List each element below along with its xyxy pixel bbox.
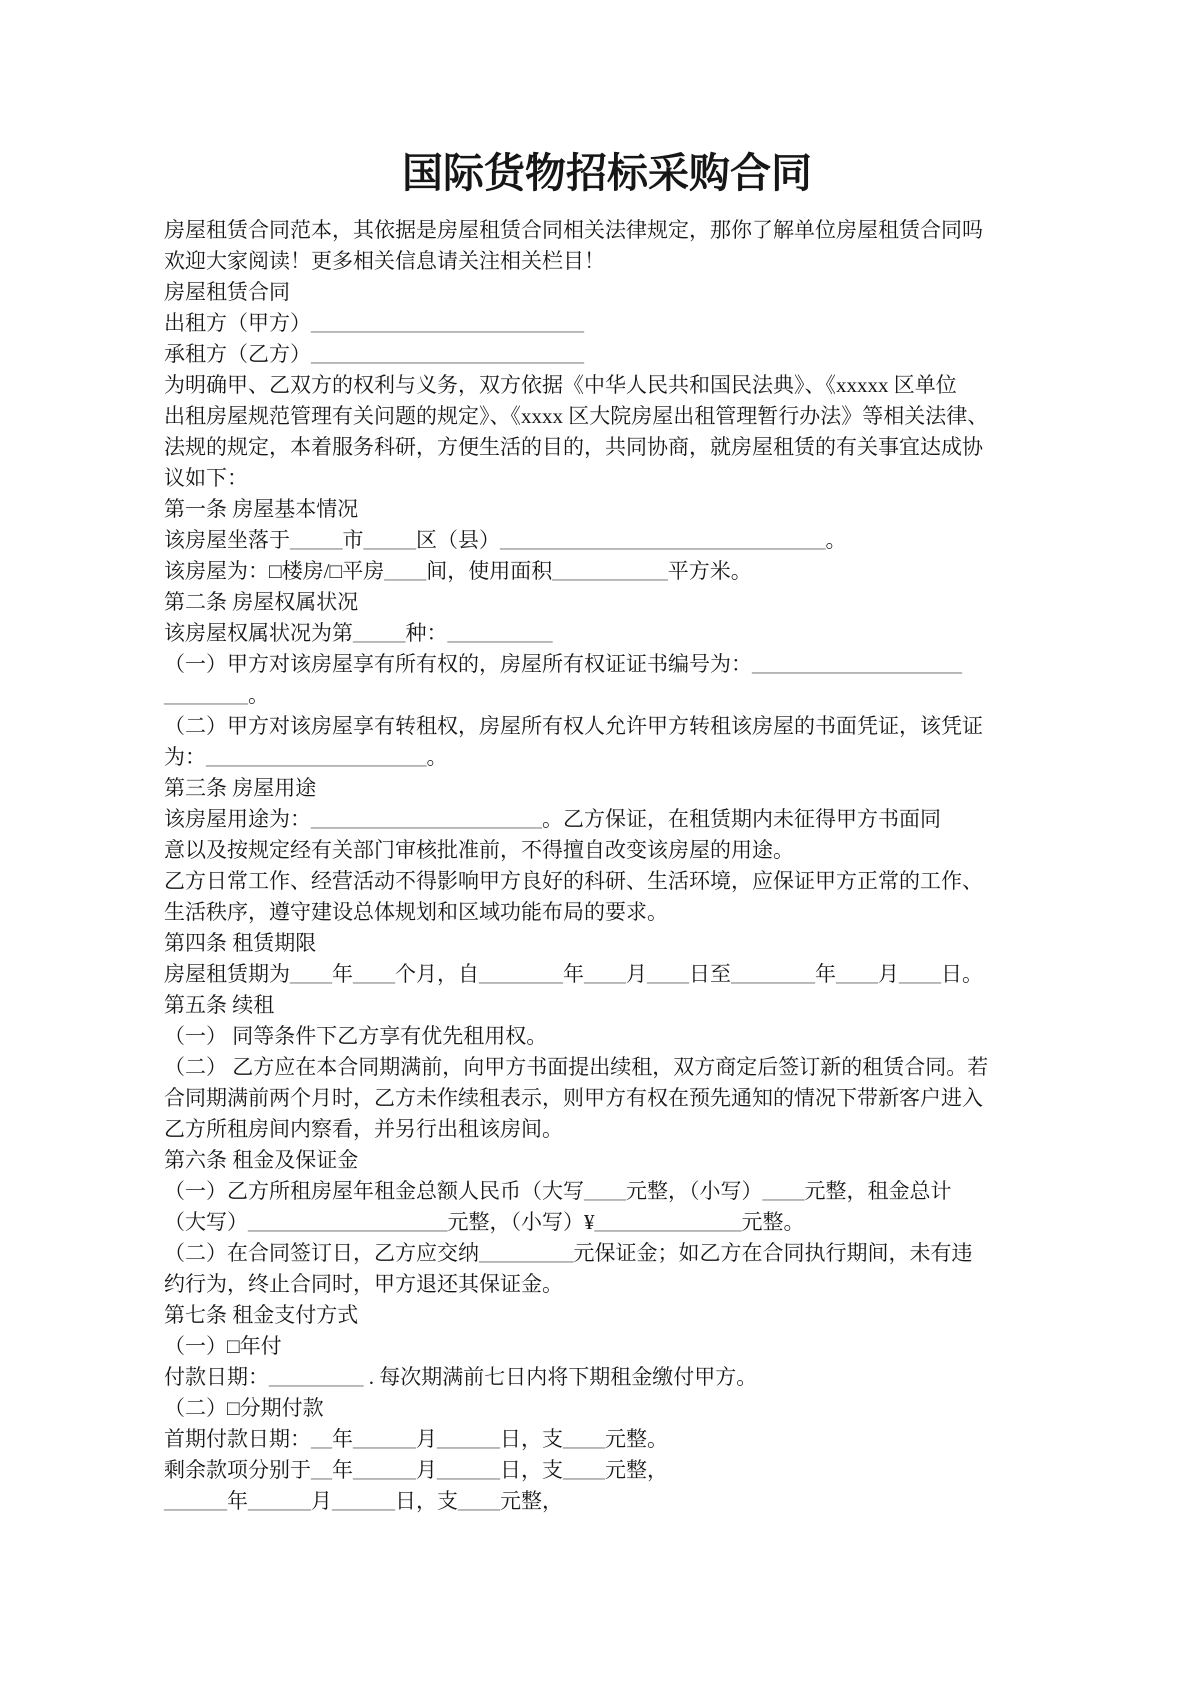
blank-fill-line: _____________________ xyxy=(206,745,427,769)
document-line: 出租房屋规范管理有关问题的规定》、《xxxx 区大院房屋出租管理暂行办法》等相关法律、 xyxy=(164,404,989,428)
blank-fill-line: _____ xyxy=(363,528,416,552)
document-line: 付款日期：_________ . 每次期满前七日内将下期租金缴付甲方。 xyxy=(164,1365,758,1389)
document-line: 生活秩序，遵守建设总体规划和区域功能布局的要求。 xyxy=(164,900,668,924)
blank-fill-line: __________________________ xyxy=(311,342,584,366)
document-line: 乙方所租房间内察看，并另行出租该房间。 xyxy=(164,1117,563,1141)
document-line: 第三条 房屋用途 xyxy=(164,776,317,800)
blank-fill-line: ____ xyxy=(353,962,395,986)
checkbox-icon: □ xyxy=(227,1334,240,1358)
blank-fill-line: __________ xyxy=(447,621,553,645)
document-line: 约行为，终止合同时，甲方退还其保证金。 xyxy=(164,1272,563,1296)
document-title: 国际货物招标采购合同 xyxy=(402,150,812,196)
blank-fill-line: _____ xyxy=(353,621,406,645)
document-line: （一）□年付 xyxy=(164,1334,282,1358)
blank-fill-line: ______ xyxy=(437,1427,500,1451)
document-line: 第五条 续租 xyxy=(164,993,275,1017)
blank-fill-line: ____________________ xyxy=(752,652,962,676)
blank-fill-line: ______ xyxy=(353,1458,416,1482)
document-line: （二）□分期付款 xyxy=(164,1396,324,1420)
document-line: ______年______月______日，支____元整， xyxy=(164,1489,563,1513)
document-line: 议如下： xyxy=(164,466,248,490)
document-line: 第六条 租金及保证金 xyxy=(164,1148,359,1172)
blank-fill-line: ____ xyxy=(563,1427,605,1451)
document-line: 该房屋坐落于_____市_____区（县）_______________________________。 xyxy=(164,528,847,552)
blank-fill-line: _______________________________ xyxy=(500,528,826,552)
blank-fill-line: ______________ xyxy=(594,1210,742,1234)
document-line: 该房屋为：□楼房/□平房____间，使用面积___________平方米。 xyxy=(164,559,752,583)
document-line: 欢迎大家阅读！更多相关信息请关注相关栏目！ xyxy=(164,249,605,273)
document-line: （二）甲方对该房屋享有转租权，房屋所有权人允许甲方转租该房屋的书面凭证，该凭证 xyxy=(164,714,983,738)
blank-fill-line: ___________________ xyxy=(248,1210,448,1234)
blank-fill-line: ____ xyxy=(836,962,878,986)
document-line: 承租方（乙方）__________________________ xyxy=(164,342,584,366)
blank-fill-line: ____ xyxy=(899,962,941,986)
blank-fill-line: ____ xyxy=(762,1179,805,1203)
blank-fill-line: ____ xyxy=(384,559,427,583)
blank-fill-line: ____ xyxy=(563,1458,605,1482)
blank-fill-line: __ xyxy=(311,1427,332,1451)
document-line: 该房屋权属状况为第_____种：__________ xyxy=(164,621,553,645)
document-line: 第二条 房屋权属状况 xyxy=(164,590,359,614)
blank-fill-line: ______ xyxy=(437,1458,500,1482)
blank-fill-line: _________ xyxy=(269,1365,364,1389)
checkbox-icon: □ xyxy=(329,559,343,583)
document-line: ________。 xyxy=(164,683,269,707)
blank-fill-line: ___________ xyxy=(552,559,668,583)
document-line: 合同期满前两个月时，乙方未作续租表示，则甲方有权在预先通知的情况下带新客户进入 xyxy=(164,1086,983,1110)
document-line: 房屋租赁合同 xyxy=(164,280,290,304)
document-line: （一）乙方所租房屋年租金总额人民币（大写____元整，（小写）____元整，租金总计 xyxy=(164,1179,952,1203)
blank-fill-line: ______ xyxy=(332,1489,395,1513)
blank-fill-line: ______ xyxy=(248,1489,311,1513)
blank-fill-line: ____ xyxy=(584,1179,626,1203)
document-line: （大写）___________________元整，（小写）¥______________元整。 xyxy=(164,1210,805,1234)
blank-fill-line: ________ xyxy=(731,962,815,986)
document-line: 为：_____________________。 xyxy=(164,745,448,769)
blank-fill-line: ____ xyxy=(647,962,689,986)
document-line: 第一条 房屋基本情况 xyxy=(164,497,359,521)
document-line: （二）在合同签订日，乙方应交纳_________元保证金；如乙方在合同执行期间，未有违 xyxy=(164,1241,973,1265)
document-line: 意以及按规定经有关部门审核批准前，不得擅自改变该房屋的用途。 xyxy=(164,838,794,862)
document-line: 第七条 租金支付方式 xyxy=(164,1303,359,1327)
checkbox-icon: □ xyxy=(269,559,282,583)
checkbox-icon: □ xyxy=(227,1396,240,1420)
document-line: 第四条 租赁期限 xyxy=(164,931,317,955)
document-line: （二） 乙方应在本合同期满前，向甲方书面提出续租，双方商定后签订新的租赁合同。若 xyxy=(164,1055,989,1079)
document-line: 房屋租赁合同范本，其依据是房屋租赁合同相关法律规定，那你了解单位房屋租赁合同吗 xyxy=(164,218,983,242)
document-line: 法规的规定，本着服务科研，方便生活的目的，共同协商，就房屋租赁的有关事宜达成协 xyxy=(164,435,983,459)
blank-fill-line: _____ xyxy=(290,528,343,552)
document-line: 房屋租赁期为____年____个月，自________年____月____日至________年____月____日。 xyxy=(164,962,983,986)
blank-fill-line: ____ xyxy=(584,962,626,986)
document-line: 该房屋用途为：______________________。乙方保证，在租赁期内未征得甲方书面同 xyxy=(164,807,941,831)
document-line: 首期付款日期：__年______月______日，支____元整。 xyxy=(164,1427,668,1451)
blank-fill-line: ________ xyxy=(164,683,248,707)
document-line: 乙方日常工作、经营活动不得影响甲方良好的科研、生活环境，应保证甲方正常的工作、 xyxy=(164,869,983,893)
blank-fill-line: __________________________ xyxy=(311,311,584,335)
document-line: 出租方（甲方）__________________________ xyxy=(164,311,584,335)
document-body xyxy=(164,215,1050,1517)
blank-fill-line: __ xyxy=(311,1458,332,1482)
blank-fill-line: ____ xyxy=(290,962,332,986)
document-line: （一） 同等条件下乙方享有优先租用权。 xyxy=(164,1024,548,1048)
blank-fill-line: ______ xyxy=(164,1489,227,1513)
blank-fill-line: ______________________ xyxy=(311,807,542,831)
blank-fill-line: ________ xyxy=(479,962,563,986)
blank-fill-line: ____ xyxy=(458,1489,500,1513)
blank-fill-line: ______ xyxy=(353,1427,416,1451)
document-line: 为明确甲、乙双方的权利与义务，双方依据《中华人民共和国民法典》、《xxxxx 区单位 xyxy=(164,373,957,397)
document-line: （一）甲方对该房屋享有所有权的，房屋所有权证证书编号为：____________________ xyxy=(164,652,962,676)
document-line: 剩余款项分别于__年______月______日，支____元整， xyxy=(164,1458,668,1482)
blank-fill-line: _________ xyxy=(479,1241,574,1265)
